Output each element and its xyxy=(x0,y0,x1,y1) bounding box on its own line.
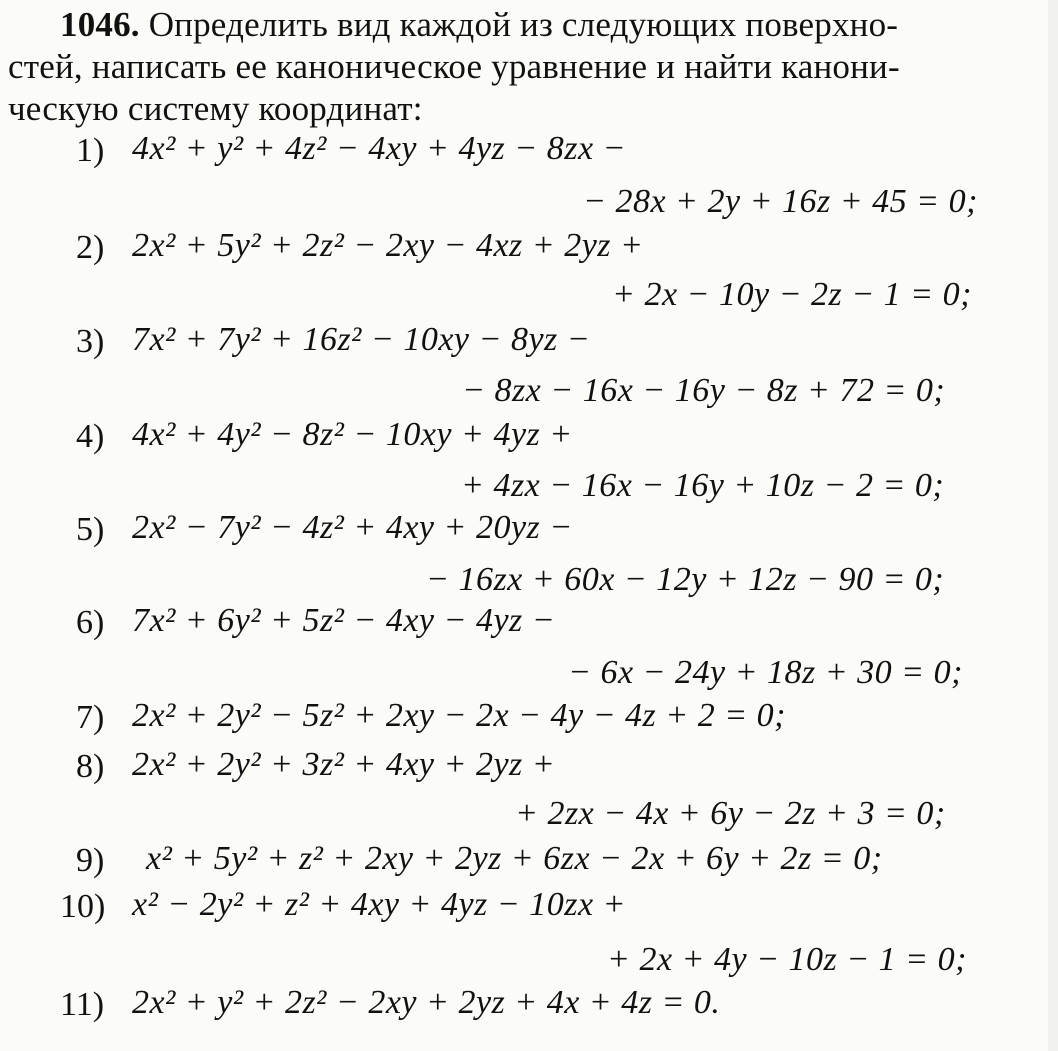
equation-label-6: 6) xyxy=(76,604,105,641)
intro-line-2-text: стей, написать ее каноническое уравнение и найти канони- xyxy=(8,47,900,86)
page-edge-shadow xyxy=(1048,0,1058,1051)
equation-1-line-1: 4x² + y² + 4z² − 4xy + 4yz − 8zx − xyxy=(132,130,626,167)
equation-9-line-1: x² + 5y² + z² + 2xy + 2yz + 6zx − 2x + 6y + 2z = 0; xyxy=(146,840,883,877)
equation-label-7: 7) xyxy=(76,699,105,736)
equation-label-8: 8) xyxy=(76,748,105,785)
equation-8-line-2: + 2zx − 4x + 6y − 2z + 3 = 0; xyxy=(515,795,946,832)
problem-intro-line-3 xyxy=(8,91,423,126)
equation-4-line-2: + 4zx − 16x − 16y + 10z − 2 = 0; xyxy=(461,467,945,504)
intro-line-3-text: ческую систему координат: xyxy=(8,89,423,128)
equation-3-line-2: − 8zx − 16x − 16y − 8z + 72 = 0; xyxy=(462,372,946,409)
equation-label-1: 1) xyxy=(76,132,105,169)
equation-label-5: 5) xyxy=(76,511,105,548)
equation-11-line-1: 2x² + y² + 2z² − 2xy + 2yz + 4x + 4z = 0. xyxy=(132,984,721,1021)
problem-intro-line-2 xyxy=(8,49,900,84)
equation-label-3: 3) xyxy=(76,323,105,360)
equation-10-line-1: x² − 2y² + z² + 4xy + 4yz − 10zx + xyxy=(132,886,626,923)
equation-7-line-1: 2x² + 2y² − 5z² + 2xy − 2x − 4y − 4z + 2 = 0; xyxy=(132,697,786,734)
equation-5-line-2: − 16zx + 60x − 12y + 12z − 90 = 0; xyxy=(426,561,945,598)
equation-3-line-1: 7x² + 7y² + 16z² − 10xy − 8yz − xyxy=(132,321,591,358)
intro-line-1-text: Определить вид каждой из следующих поверхно- xyxy=(148,5,899,44)
equation-label-11: 11) xyxy=(60,986,105,1023)
equation-4-line-1: 4x² + 4y² − 8z² − 10xy + 4yz + xyxy=(132,416,573,453)
equation-2-line-1: 2x² + 5y² + 2z² − 2xy − 4xz + 2yz + xyxy=(132,227,644,264)
equation-label-10: 10) xyxy=(60,888,106,925)
equation-6-line-1: 7x² + 6y² + 5z² − 4xy − 4yz − xyxy=(132,602,556,639)
equation-5-line-1: 2x² − 7y² − 4z² + 4xy + 20yz − xyxy=(132,509,573,546)
equation-1-line-2: − 28x + 2y + 16z + 45 = 0; xyxy=(583,183,978,220)
problem-intro-line-1 xyxy=(60,7,898,42)
equation-6-line-2: − 6x − 24y + 18z + 30 = 0; xyxy=(568,654,963,691)
equation-2-line-2: + 2x − 10y − 2z − 1 = 0; xyxy=(612,276,972,313)
equation-8-line-1: 2x² + 2y² + 3z² + 4xy + 2yz + xyxy=(132,746,556,783)
equation-label-9: 9) xyxy=(76,842,105,879)
equation-10-line-2: + 2x + 4y − 10z − 1 = 0; xyxy=(607,941,967,978)
equation-label-2: 2) xyxy=(76,229,105,266)
equation-label-4: 4) xyxy=(76,418,105,455)
problem-number: 1046. xyxy=(60,5,140,44)
